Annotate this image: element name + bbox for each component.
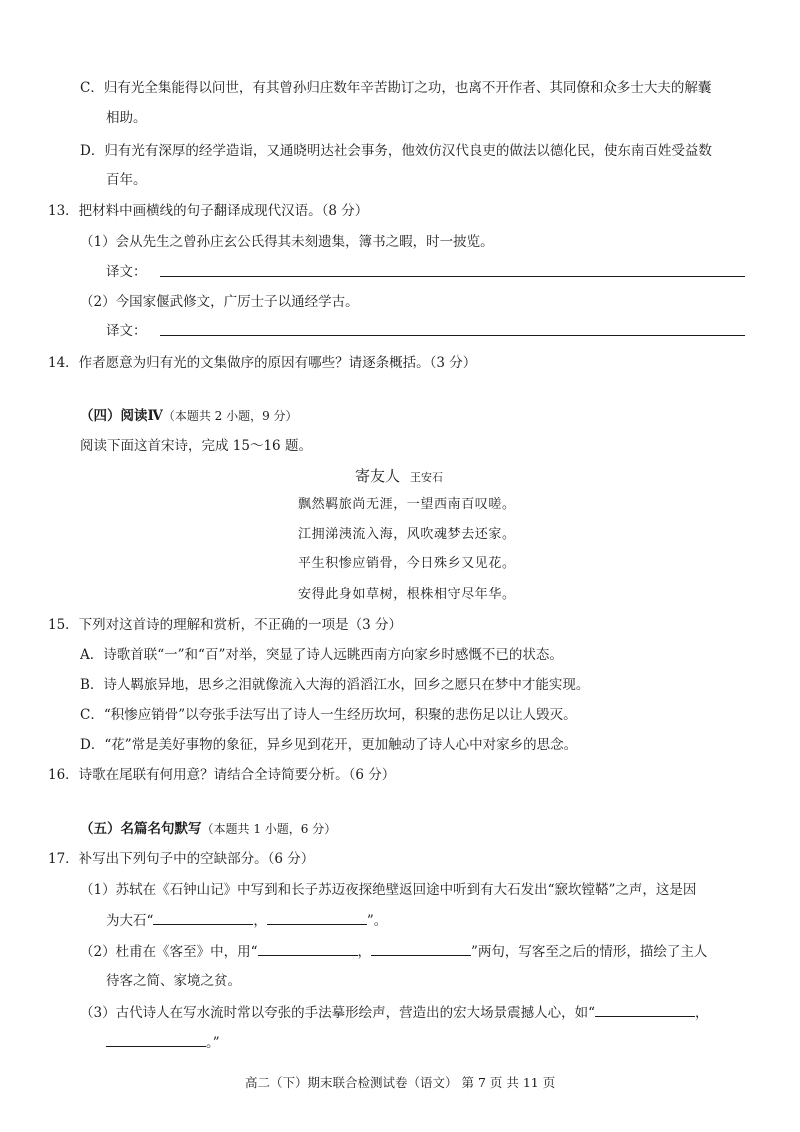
q17-part3-comma: ， bbox=[695, 1005, 709, 1021]
section5-heading bbox=[80, 819, 336, 839]
q15-option-a: A．诗歌首联“一”和“百”对举，突显了诗人远眺西南方向家乡时感慨不已的状态。 bbox=[80, 647, 563, 663]
q17-part3-prefix: （3）古代诗人在写水流时常以夸张的手法摹形绘声，营造出的宏大场景震撼人心，如“ bbox=[80, 1005, 595, 1021]
q17-part2-prefix: （2）杜甫在《客至》中，用“ bbox=[80, 944, 258, 960]
section4-note: （本题共 2 小题，9 分） bbox=[162, 409, 298, 423]
section4-title: （四）阅读Ⅳ bbox=[80, 408, 163, 424]
q17-stem: 17．补写出下列句子中的空缺部分。（6 分） bbox=[48, 851, 315, 867]
poem-title: 寄友人 bbox=[355, 467, 401, 485]
q17-part1-line1: （1）苏轼在《石钟山记》中写到和长子苏迈夜探绝壁返回途中听到有大石发出“窾坎镗鞳”之声，这是因 bbox=[80, 882, 697, 898]
q12-option-c-line2: 相助。 bbox=[106, 110, 147, 126]
q13-sentence-1: （1）会从先生之曾孙庄玄公氏得其未刻遗集，簿书之暇，时一披览。 bbox=[80, 234, 494, 250]
q17-blank-2[interactable] bbox=[267, 910, 367, 925]
q17-blank-6[interactable] bbox=[106, 1032, 206, 1047]
page-footer: 高二（下）期末联合检测试卷（语文） 第 7 页 共 11 页 bbox=[245, 1075, 556, 1090]
q17-part3-line1 bbox=[80, 1002, 709, 1023]
q13-answer-line-2[interactable] bbox=[160, 335, 745, 336]
poem-heading bbox=[355, 466, 443, 488]
q13-answer-line-1[interactable] bbox=[160, 276, 745, 277]
q15-option-b: B．诗人羁旅异地，思乡之泪就像流入大海的滔滔江水，回乡之愿只在梦中才能实现。 bbox=[80, 677, 590, 693]
poem-line-4: 安得此身如草树，根株相守尽年华。 bbox=[298, 587, 516, 602]
q13-answer-label-1: 译文： bbox=[106, 264, 147, 280]
q13-sentence-2: （2）今国家偃武修文，广厉士子以通经学古。 bbox=[80, 294, 359, 310]
q17-part1-close-quote: ”。 bbox=[366, 913, 388, 929]
poem-line-1: 飘然羁旅尚无涯，一望西南百叹嗟。 bbox=[298, 497, 516, 512]
section4-intro: 阅读下面这首宋诗，完成 15～16 题。 bbox=[80, 438, 312, 454]
q13-stem: 13．把材料中画横线的句子翻译成现代汉语。（8 分） bbox=[48, 203, 369, 219]
section4-heading bbox=[80, 406, 298, 426]
q14-stem: 14．作者愿意为归有光的文集做序的原因有哪些？请逐条概括。（3 分） bbox=[48, 355, 477, 371]
q12-option-c-line1: C．归有光全集能得以问世，有其曾孙归庄数年辛苦勘订之功，也离不开作者、其同僚和众多士大夫的解囊 bbox=[80, 80, 712, 96]
q17-blank-4[interactable] bbox=[371, 941, 471, 956]
q17-part3-close: 。” bbox=[206, 1035, 220, 1051]
q12-option-d-line1: D．归有光有深厚的经学造诣，又通晓明达社会事务，他效仿汉代良吏的做法以德化民，使东南百姓受益数 bbox=[80, 143, 712, 159]
q15-option-d: D．“花”常是美好事物的象征，异乡见到花开，更加触动了诗人心中对家乡的思念。 bbox=[80, 737, 578, 753]
q17-blank-1[interactable] bbox=[153, 910, 253, 925]
q17-part2-line1 bbox=[80, 941, 707, 962]
section5-title: （五）名篇名句默写 bbox=[80, 821, 202, 837]
q15-option-c: C．“积惨应销骨”以夸张手法写出了诗人一生经历坎坷，积聚的悲伤足以让人毁灭。 bbox=[80, 707, 577, 723]
q17-blank-3[interactable] bbox=[258, 941, 358, 956]
q17-part2-suffix: ”两句，写客至之后的情形，描绘了主人 bbox=[471, 944, 708, 960]
q15-stem: 15．下列对这首诗的理解和赏析，不正确的一项是（3 分） bbox=[48, 617, 403, 633]
q17-part1-line2 bbox=[106, 910, 387, 931]
q17-part2-comma: ， bbox=[357, 944, 371, 960]
section5-note: （本题共 1 小题，6 分） bbox=[201, 822, 337, 836]
poem-line-3: 平生积惨应销骨，今日殊乡又见花。 bbox=[298, 556, 516, 571]
q17-part1-open-quote: 为大石“ bbox=[106, 913, 154, 929]
q17-part2-line2: 待客之简、家境之贫。 bbox=[106, 973, 241, 989]
q17-part3-line2 bbox=[106, 1032, 220, 1053]
q13-answer-label-2: 译文： bbox=[106, 323, 147, 339]
poem-author: 王安石 bbox=[410, 471, 444, 484]
q12-option-d-line2: 百年。 bbox=[106, 172, 147, 188]
poem-line-2: 江拥涕洟流入海，风吹魂梦去还家。 bbox=[298, 527, 516, 542]
q17-part1-comma: ， bbox=[253, 913, 267, 929]
q16-stem: 16．诗歌在尾联有何用意？请结合全诗简要分析。（6 分） bbox=[48, 767, 396, 783]
q17-blank-5[interactable] bbox=[595, 1002, 695, 1017]
